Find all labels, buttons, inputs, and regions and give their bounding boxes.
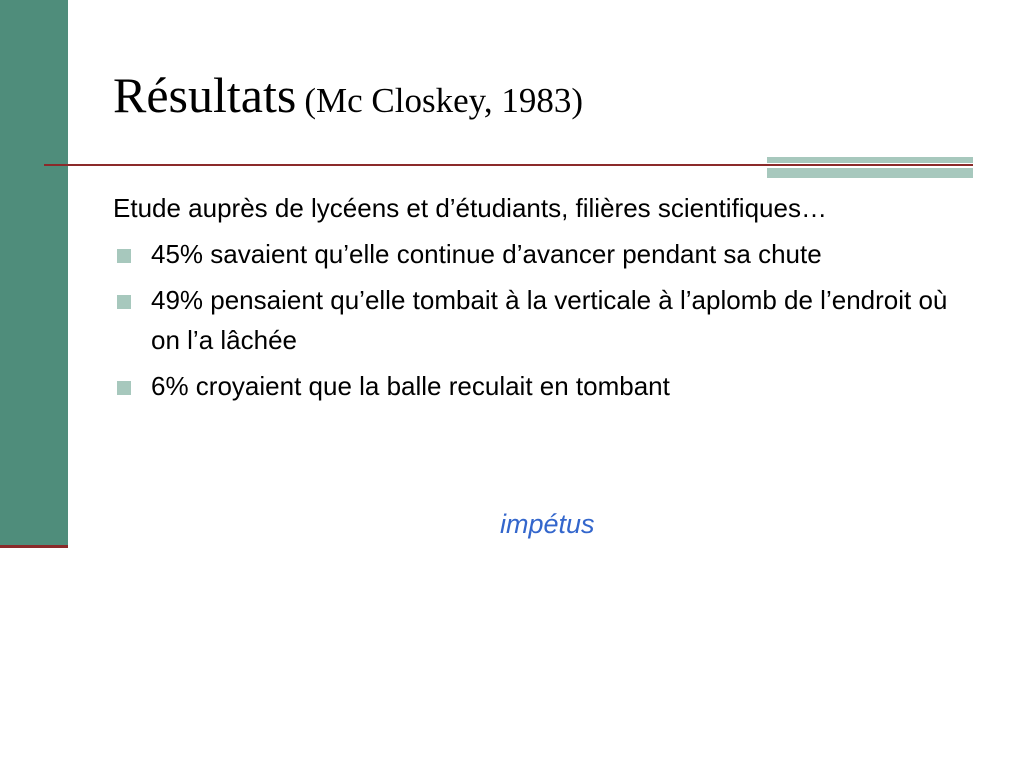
bullet-list (113, 234, 963, 406)
title-main: Résultats (113, 67, 297, 123)
bullet-item (113, 366, 963, 406)
accent-bar-bottom (767, 168, 973, 178)
sidebar-underline (0, 545, 68, 548)
bullet-text: 6% croyaient que la balle reculait en tombant (151, 371, 670, 401)
slide-body (113, 188, 963, 412)
title-divider (44, 164, 973, 166)
impetus-note: impétus (500, 509, 595, 539)
title-reference: (Mc Closkey, 1983) (304, 81, 583, 120)
bullet-item (113, 234, 963, 274)
bullet-text: 45% savaient qu’elle continue d’avancer pendant sa chute (151, 239, 822, 269)
accent-bar-top (767, 157, 973, 163)
left-sidebar-bar (0, 0, 68, 545)
intro-text: Etude auprès de lycéens et d’étudiants, filières scientifiques… (113, 193, 827, 223)
bullet-text: 49% pensaient qu’elle tombait à la verticale à l’aplomb de l’endroit où on l’a lâchée (151, 285, 948, 355)
bullet-item (113, 280, 963, 360)
square-bullet-icon (117, 249, 131, 263)
slide-title (113, 66, 583, 124)
square-bullet-icon (117, 295, 131, 309)
square-bullet-icon (117, 381, 131, 395)
